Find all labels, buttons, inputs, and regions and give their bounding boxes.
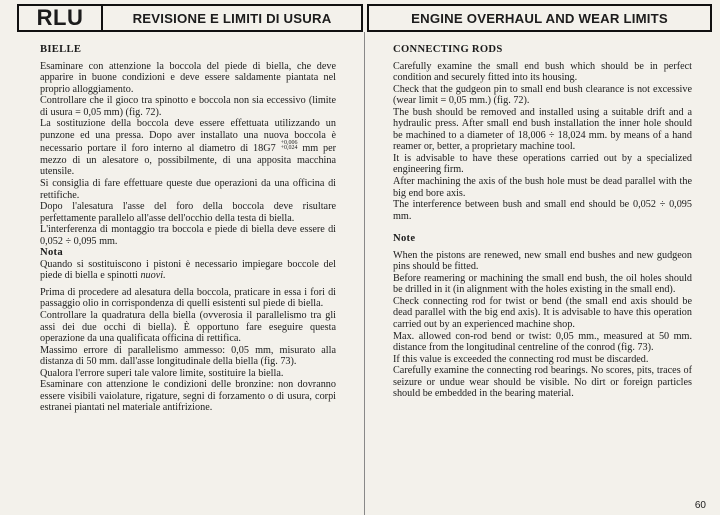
- tolerance-lower: +0,024: [280, 145, 298, 152]
- paragraph-text: Quando si sostituiscono i pistoni è necessario impiegare boccole del piede di biella e spinotti: [40, 258, 336, 282]
- paragraph: When the pistons are renewed, new small end bushes and new gudgeon pins should be fitted.: [393, 249, 692, 273]
- paragraph: [40, 118, 336, 178]
- note-heading-english: Note: [393, 233, 416, 245]
- paragraph: Si consiglia di fare effettuare queste due operazioni da una officina di rettifiche.: [40, 178, 336, 201]
- english-column: [393, 44, 692, 400]
- tolerance-upper: +0,006: [280, 140, 298, 147]
- paragraph: [40, 259, 336, 282]
- paragraph: Esaminare con attenzione le condizioni delle bronzine: non dovranno essere visibili vaiolature, rigature, segni di forzamento o di usura, corpi estranei piantati nel materiale antifrizione.: [40, 379, 336, 414]
- paragraph: Prima di procedere ad alesatura della boccola, praticare in essa i fori di passaggio olio in corrispondenza di quelli esistenti sul piede di biella.: [40, 286, 336, 310]
- paragraph: Check that the gudgeon pin to small end bush clearance is not excessive (wear limit = 0,05 mm.) (fig. 72).: [393, 83, 692, 107]
- paragraph: Carefully examine the connecting rod bearings. No scores, pits, traces of seizure or undue wear should be visible. No dirt or foreign particles should be embedded in the bearing material.: [393, 365, 692, 400]
- paragraph: Qualora l'errore superi tale valore limite, sostituire la biella.: [40, 367, 284, 379]
- paragraph: Carefully examine the small end bush which should be in perfect condition and securely fitted into its housing.: [393, 60, 692, 84]
- header-english: [367, 4, 712, 32]
- tolerance-fraction: [281, 141, 298, 151]
- header-italian: [17, 4, 363, 32]
- paragraph: L'interferenza di montaggio tra boccola e piede di biella deve essere di 0,052 ÷ 0,095 mm.: [40, 224, 336, 247]
- paragraph: Max. allowed con-rod bend or twist: 0,05 mm., measured at 50 mm. distance from the longitudinal centreline of the conrod (fig. 73).: [393, 330, 692, 354]
- page-number: 60: [694, 500, 706, 511]
- paragraph: The bush should be removed and installed using a suitable drift and a hydraulic press. After small end bush installation the inner hole should be machined to a diameter of 18,006 ÷ 18,024 mm. by means of a hand reamer or, better, a proprietary machine tool.: [393, 106, 692, 153]
- header-title-italian: REVISIONE E LIMITI DI USURA: [132, 10, 332, 26]
- section-code-box: RLU: [19, 6, 103, 30]
- emphasis-text: nuovi.: [140, 270, 166, 282]
- italian-column: [40, 44, 336, 414]
- paragraph: Controllare che il gioco tra spinotto e boccola non sia eccessivo (limite di usura = 0,05 mm) (fig. 72).: [40, 95, 336, 118]
- paragraph: Controllare la quadratura della biella (ovverosia il parallelismo tra gli assi dei due occhi di biella). È opportuno fare eseguire questa operazione da una qualificata officina di rettifica.: [40, 310, 336, 345]
- paragraph: Dopo l'alesatura l'asse del foro della boccola deve risultare perfettamente parallelo all'asse dell'occhio della testa di biella.: [40, 201, 336, 224]
- header-title-english: ENGINE OVERHAUL AND WEAR LIMITS: [411, 10, 668, 26]
- paragraph: If this value is exceeded the connecting rod must be discarded.: [393, 353, 649, 365]
- paragraph: Check connecting rod for twist or bend (the small end axis should be dead parallel with the big end axis). It is advisable to have this operation carried out by an experienced machine shop.: [393, 295, 692, 331]
- paragraph: After machining the axis of the bush hole must be dead parallel with the big end bore axis.: [393, 176, 692, 199]
- paragraph: It is advisable to have these operations carried out by a specialized engineering firm.: [393, 152, 692, 176]
- note-heading-italian: Nota: [40, 247, 63, 259]
- paragraph-text: mm per mezzo di un alesatore o, possibilmente, di una apposita macchina utensile.: [40, 143, 337, 178]
- paragraph: Esaminare con attenzione la boccola del piede di biella, che deve apparire in buone condizioni e deve essere saldamente piantata nel proprio alloggiamento.: [40, 60, 336, 95]
- section-heading-english: CONNECTING RODS: [393, 44, 503, 55]
- paragraph: Massimo errore di parallelismo ammesso: 0,05 mm, misurato alla distanza di 50 mm. dall'asse longitudinale della biella (fig. 73).: [40, 344, 336, 368]
- section-heading-italian: BIELLE: [40, 44, 82, 55]
- paragraph: The interference between bush and small end should be 0,052 ÷ 0,095 mm.: [393, 199, 692, 222]
- column-divider: [364, 32, 365, 515]
- paragraph-text: La sostituzione della boccola deve essere effettuata utilizzando un punzone ed una pressa. Dopo aver installato una nuova boccola è necessario portare il foro interno al diametro di 18G7: [40, 118, 336, 155]
- paragraph: Before reamering or machining the small end bush, the oil holes should be drilled in it (in alignment with the holes existing in the small end).: [393, 272, 692, 296]
